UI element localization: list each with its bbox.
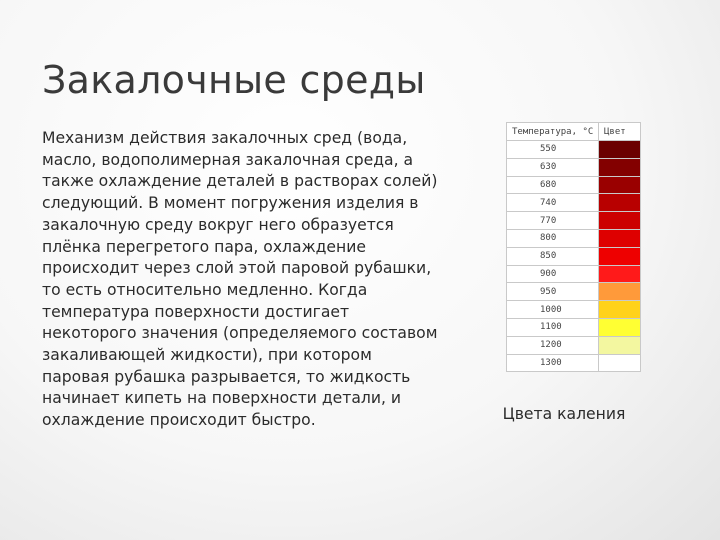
temperature-cell: 630 [507, 158, 599, 176]
temperature-cell: 550 [507, 141, 599, 159]
table-row [507, 141, 641, 159]
table-row [507, 354, 641, 372]
color-column-header: Цвет [599, 123, 641, 141]
table-row [507, 265, 641, 283]
slide-title: Закалочные среды [42, 58, 426, 102]
color-swatch-cell [599, 354, 641, 372]
color-swatch-cell [599, 194, 641, 212]
color-swatch-cell [599, 247, 641, 265]
table-row [507, 283, 641, 301]
color-swatch-cell [599, 265, 641, 283]
table-row [507, 229, 641, 247]
temperature-cell: 740 [507, 194, 599, 212]
temperature-cell: 1200 [507, 336, 599, 354]
table-row [507, 247, 641, 265]
temperature-cell: 770 [507, 212, 599, 230]
color-swatch-cell [599, 176, 641, 194]
color-swatch-cell [599, 336, 641, 354]
color-swatch-cell [599, 318, 641, 336]
color-swatch-cell [599, 229, 641, 247]
table-row [507, 158, 641, 176]
color-swatch-cell [599, 212, 641, 230]
table-row [507, 194, 641, 212]
table-row [507, 336, 641, 354]
color-swatch-cell [599, 141, 641, 159]
color-swatch-cell [599, 158, 641, 176]
heat-color-table [506, 122, 641, 372]
table-body [507, 141, 641, 372]
table-header-row [507, 123, 641, 141]
color-swatch-cell [599, 283, 641, 301]
temperature-cell: 900 [507, 265, 599, 283]
table-row [507, 318, 641, 336]
temperature-cell: 680 [507, 176, 599, 194]
temperature-cell: 850 [507, 247, 599, 265]
table-row [507, 301, 641, 319]
table-row [507, 212, 641, 230]
table-row [507, 176, 641, 194]
body-paragraph: Механизм действия закалочных сред (вода, масло, водополимерная закалочная среда, а также охлаждение деталей в растворах солей) следующий. В момент погружения изделия в закалочную среду вокруг него образуется плёнка перегретого пара, охлаждение происходит через слой этой паровой рубашки, то есть относительно медленно. Когда температура поверхности достигает некоторого значения (определяемого составом закаливающей жидкости), при котором паровая рубашка разрывается, то жидкость начинает кипеть на поверхности детали, и охлаждение происходит быстро. [42, 129, 438, 430]
temperature-cell: 1000 [507, 301, 599, 319]
temperature-cell: 800 [507, 229, 599, 247]
temperature-cell: 950 [507, 283, 599, 301]
temperature-cell: 1300 [507, 354, 599, 372]
color-swatch-cell [599, 301, 641, 319]
temperature-column-header: Температура, °С [507, 123, 599, 141]
temperature-cell: 1100 [507, 318, 599, 336]
table-caption: Цвета каления [502, 405, 626, 423]
